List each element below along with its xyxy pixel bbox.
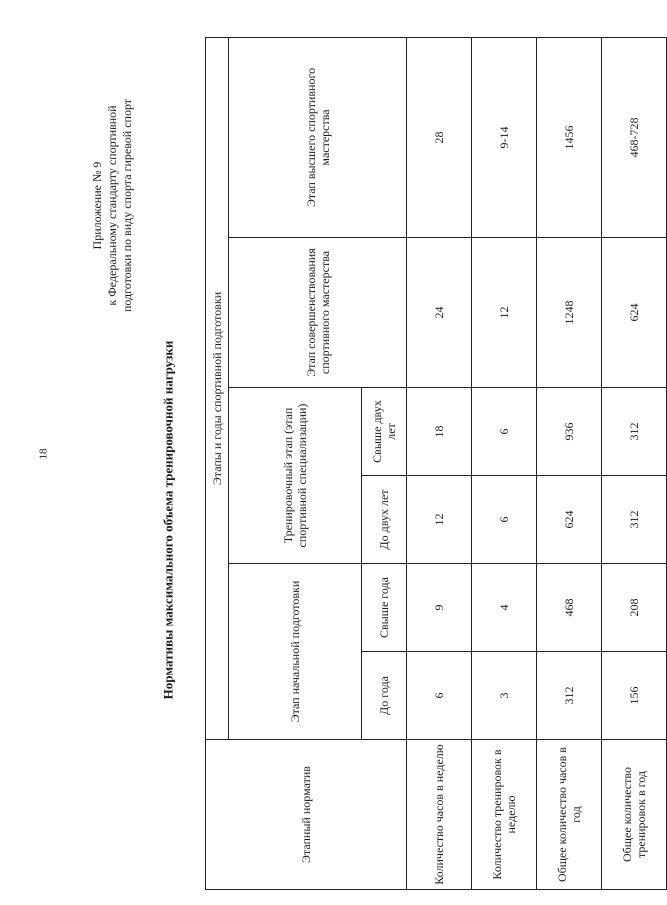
table-cell: 4 — [472, 564, 537, 652]
table-row — [407, 37, 472, 889]
group-header: Этапы и годы спортивной подготовки — [206, 37, 229, 739]
stage-higher-header: Этап высшего спортивного мастерства — [229, 37, 407, 237]
table-cell: 12 — [407, 476, 472, 564]
table-cell: 18 — [407, 388, 472, 476]
table-cell: 6 — [407, 652, 472, 740]
appendix-line-3: подготовки по виду спорта гиревой спорт — [120, 98, 135, 312]
table-cell: 3 — [472, 652, 537, 740]
table-cell: 1456 — [537, 37, 602, 237]
year-training-over-two: Свыше двух лет — [362, 388, 407, 476]
table-cell: 24 — [407, 238, 472, 388]
table-cell: 312 — [537, 652, 602, 740]
stage-training-header: Тренировочный этап (этап спортивной специализации) — [229, 388, 362, 564]
table-cell: 468-728 — [602, 37, 667, 237]
table-cell: 28 — [407, 37, 472, 237]
table-cell: 9 — [407, 564, 472, 652]
table-cell: 6 — [472, 388, 537, 476]
row-label: Общее количество тренировок в год — [602, 740, 667, 890]
document-title-text: Нормативы максимального объема тренировочной нагрузки — [160, 340, 175, 700]
table-cell: 1248 — [537, 238, 602, 388]
table-row — [602, 37, 667, 889]
table-cell: 9-14 — [472, 37, 537, 237]
table-cell: 208 — [602, 564, 667, 652]
table-row — [472, 37, 537, 889]
row-label: Количество часов в неделю — [407, 740, 472, 890]
header-row-1 — [206, 37, 229, 889]
table-cell: 312 — [602, 388, 667, 476]
table-row — [537, 37, 602, 889]
norms-table — [205, 37, 667, 890]
year-initial-over-year: Свыше года — [362, 564, 407, 652]
document-title — [118, 300, 218, 740]
year-initial-to-year: До года — [362, 652, 407, 740]
appendix-line-1: Приложение № 9 — [90, 161, 105, 249]
table-cell: 6 — [472, 476, 537, 564]
table-cell: 624 — [602, 238, 667, 388]
appendix-line-2: к Федеральному стандарту спортивной — [105, 104, 120, 306]
table-cell: 312 — [602, 476, 667, 564]
stage-initial-header: Этап начальной подготовки — [229, 564, 362, 740]
row-label: Количество тренировок в неделю — [472, 740, 537, 890]
row-label: Общее количество часов в год — [537, 740, 602, 890]
table-cell: 468 — [537, 564, 602, 652]
norms-table-wrapper — [205, 38, 648, 890]
table-cell: 624 — [537, 476, 602, 564]
table-cell: 156 — [602, 652, 667, 740]
table-cell: 12 — [472, 238, 537, 388]
corner-header: Этапный норматив — [206, 740, 407, 890]
page-number: 18 — [37, 448, 50, 460]
table-cell: 936 — [537, 388, 602, 476]
stage-improvement-header: Этап совершенствования спортивного мастерства — [229, 238, 407, 388]
year-training-to-two: До двух лет — [362, 476, 407, 564]
